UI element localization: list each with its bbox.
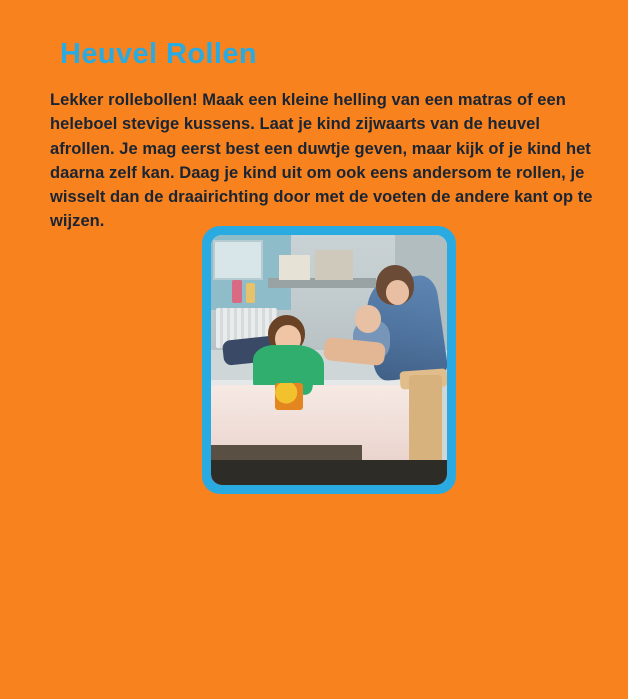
photo-baby-head [355, 305, 381, 333]
photo-adult-face [386, 280, 410, 305]
photo-bottle-pink [232, 280, 241, 303]
photo-frame [202, 226, 456, 494]
photo-shelf-box-right [315, 250, 353, 280]
photo-toy [275, 383, 303, 411]
photo-floor [211, 460, 447, 485]
activity-description: Lekker rollebollen! Maak een kleine helling van een matras of een heleboel stevige kussens. Laat je kind zijwaarts van de heuvel afrollen. Je mag eerst best een duwtje geven, maar kijk of je kind het daarna zelf kan. Daag je kind uit om ook eens andersom te rollen, je wisselt dan de draairichting door met de voeten de andere kant op te wijzen. [50, 91, 593, 231]
page-title: Heuvel Rollen [60, 38, 257, 70]
photo-bottle-yellow [246, 283, 254, 303]
photo-shelf-box-left [279, 255, 310, 280]
activity-photo [211, 235, 447, 485]
photo-window [213, 240, 263, 280]
